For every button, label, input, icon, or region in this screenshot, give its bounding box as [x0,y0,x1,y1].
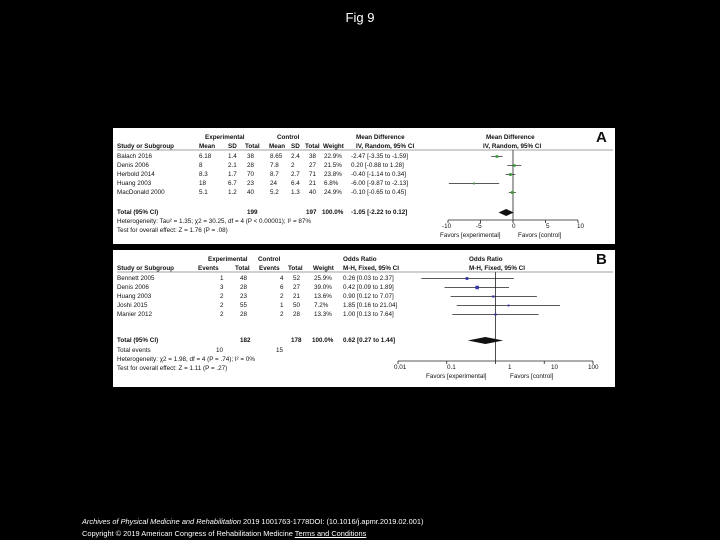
favors-experimental-label: Favors [experimental] [440,232,501,239]
figure-title: Fig 9 [345,10,375,25]
ctrl-sd: 2 [291,162,295,169]
col-header-exp-total: Total [235,265,250,272]
ctrl-total: 40 [309,189,317,196]
point-estimate [492,295,494,297]
ci-text: 0.26 [0.03 to 2.37] [343,275,394,282]
citation-text: 2019 1001763-1778DOI: (10.1016/j.apmr.2019.02.001) [240,517,424,526]
ctrl-total: 28 [293,311,301,318]
ci-text: -0.10 [-0.65 to 0.45] [351,189,406,196]
total-weight: 100.0% [312,337,334,344]
col-header-ctrl-total: Total [288,265,303,272]
forest-plot-panel-b [113,250,615,387]
col-header-ctrl-mean: Mean [269,143,286,150]
exp-events: 2 [220,302,224,309]
axis-tick-label: 10 [551,364,559,371]
weight: 6.8% [324,180,339,187]
ctrl-total: 38 [309,153,317,160]
ctrl-mean: 24 [270,180,278,187]
exp-events: 3 [220,284,224,291]
study-name: Denis 2006 [117,284,149,291]
study-name: Denis 2006 [117,162,149,169]
weight: 21.5% [324,162,342,169]
ctrl-sd: 2.4 [291,153,300,160]
total-ci: 0.62 [0.27 to 1.44] [343,337,396,344]
point-estimate [475,286,478,289]
ci-text: 1.00 [0.13 to 7.64] [343,311,394,318]
axis-tick-label: -5 [476,223,482,230]
ctrl-events: 2 [280,293,284,300]
ctrl-mean: 7.8 [270,162,279,169]
col-header-ci-plot: IV, Random, 95% CI [483,143,542,150]
ci-text: 0.42 [0.09 to 1.89] [343,284,394,291]
heterogeneity-text: Heterogeneity: χ2 = 1.98, df = 4 (P = .74); I² = 0% [117,356,255,363]
exp-total: 23 [247,180,255,187]
col-header-exp-total: Total [245,143,260,150]
study-name: MacDonald 2000 [117,189,165,196]
total-label: Total (95% CI) [117,209,159,216]
exp-sd: 1.2 [228,189,237,196]
group-header-odds-ratio: Odds Ratio [343,256,377,263]
weight: 13.6% [314,293,332,300]
exp-mean: 8.3 [199,171,208,178]
axis-tick-label: 1 [508,364,512,371]
axis-tick-label: 100 [588,364,599,371]
total-events-label: Total events [117,347,151,354]
weight: 24.9% [324,189,342,196]
group-header-control: Control [258,256,281,263]
favors-experimental-label: Favors [experimental] [426,373,487,380]
ctrl-sd: 2.7 [291,171,300,178]
ctrl-events: 1 [280,302,284,309]
total-events-exp: 10 [216,347,224,354]
exp-mean: 18 [199,180,207,187]
weight: 25.9% [314,275,332,282]
exp-total: 23 [240,293,248,300]
col-header-ci: IV, Random, 95% CI [356,143,415,150]
exp-total: 38 [247,153,255,160]
ctrl-mean: 5.2 [270,189,279,196]
total-ctrl: 197 [306,209,317,216]
overall-effect-text: Test for overall effect: Z = 1.11 (P = .27) [117,365,228,372]
point-estimate [511,191,514,194]
ci-text: 1.85 [0.16 to 21.04] [343,302,398,309]
ctrl-events: 6 [280,284,284,291]
point-estimate [494,313,496,315]
forest-plot-panel-a [113,128,615,244]
weight: 39.0% [314,284,332,291]
journal-name: Archives of Physical Medicine and Rehabilitation [82,517,241,526]
weight: 13.3% [314,311,332,318]
panel-letter-a: A [596,129,607,146]
ci-text: 0.20 [-0.88 to 1.28] [351,162,404,169]
total-exp: 182 [240,337,251,344]
exp-sd: 2.1 [228,162,237,169]
weight: 22.9% [324,153,342,160]
ctrl-total: 52 [293,275,301,282]
overall-effect-text: Test for overall effect: Z = 1.76 (P = .08) [117,227,228,234]
col-header-exp-mean: Mean [199,143,216,150]
terms-and-conditions-link[interactable]: Terms and Conditions [294,529,367,538]
total-ci: -1.05 [-2.22 to 0.12] [351,209,408,216]
total-label: Total (95% CI) [117,337,159,344]
copyright-line [82,528,423,540]
group-header-odds-ratio-plot: Odds Ratio [469,256,503,263]
point-estimate [513,164,516,167]
axis-tick-label: 0.1 [447,364,456,371]
col-header-ctrl-total: Total [305,143,320,150]
study-name: Herbold 2014 [117,171,155,178]
ctrl-sd: 1.3 [291,189,300,196]
ctrl-mean: 8.7 [270,171,279,178]
ci-text: -6.00 [-9.87 to -2.13] [351,180,409,187]
point-estimate [473,183,475,185]
forest-plot-b-graphic [113,250,615,387]
exp-sd: 1.7 [228,171,237,178]
exp-total: 55 [240,302,248,309]
citation-line [82,516,423,528]
total-weight: 100.0% [322,209,344,216]
exp-mean: 6.18 [199,153,212,160]
point-estimate [509,173,512,176]
weight: 7.2% [314,302,329,309]
weight: 23.8% [324,171,342,178]
ctrl-total: 21 [293,293,301,300]
col-header-ctrl-events: Events [259,265,280,272]
exp-total: 48 [240,275,248,282]
col-header-exp-events: Events [198,265,219,272]
col-header-ci-plot: M-H, Fixed, 95% CI [469,265,525,272]
col-header-ctrl-sd: SD [291,143,300,150]
ctrl-total: 27 [293,284,301,291]
col-header-weight: Weight [323,143,344,150]
col-header-study: Study or Subgroup [117,265,175,272]
axis-tick-label: 0.01 [394,364,407,371]
exp-events: 1 [220,275,224,282]
axis-tick-label: 0 [512,223,516,230]
ctrl-events: 2 [280,311,284,318]
ctrl-total: 27 [309,162,317,169]
exp-total: 28 [247,162,255,169]
panel-letter-b: B [596,251,607,268]
ctrl-total: 50 [293,302,301,309]
col-header-ci: M-H, Fixed, 95% CI [343,265,399,272]
pooled-estimate-diamond [499,209,514,216]
favors-control-label: Favors [control] [518,232,562,239]
heterogeneity-text: Heterogeneity: Tau² = 1.35; χ2 = 30.25, df = 4 (P < 0.00001); I² = 87% [117,218,312,225]
study-name: Manier 2012 [117,311,153,318]
study-name: Bennett 2005 [117,275,155,282]
footer [82,516,423,540]
exp-total: 28 [240,284,248,291]
ci-text: 0.90 [0.12 to 7.07] [343,293,394,300]
total-exp: 199 [247,209,258,216]
col-header-exp-sd: SD [228,143,237,150]
study-name: Joshi 2015 [117,302,148,309]
copyright-text: Copyright © 2019 American Congress of Rehabilitation Medicine [82,529,295,538]
exp-mean: 5.1 [199,189,208,196]
total-ctrl: 178 [291,337,302,344]
ctrl-mean: 8.65 [270,153,283,160]
group-header-control: Control [277,134,300,141]
col-header-study: Study or Subgroup [117,143,175,150]
favors-control-label: Favors [control] [510,373,554,380]
point-estimate [508,305,510,307]
point-estimate [496,155,499,158]
axis-tick-label: -10 [442,223,452,230]
exp-sd: 1.4 [228,153,237,160]
forest-plot-a-graphic [113,128,615,244]
study-name: Huang 2003 [117,293,152,300]
ctrl-events: 4 [280,275,284,282]
pooled-estimate-diamond [468,337,503,344]
total-events-ctrl: 15 [276,347,284,354]
ctrl-total: 71 [309,171,317,178]
ci-text: -0.40 [-1.14 to 0.34] [351,171,406,178]
exp-total: 70 [247,171,255,178]
exp-mean: 8 [199,162,203,169]
group-header-mean-difference-plot: Mean Difference [486,134,535,141]
ci-text: -2.47 [-3.35 to -1.59] [351,153,409,160]
ctrl-sd: 6.4 [291,180,300,187]
exp-total: 28 [240,311,248,318]
study-name: Balach 2016 [117,153,153,160]
exp-sd: 6.7 [228,180,237,187]
exp-events: 2 [220,311,224,318]
point-estimate [466,277,469,280]
axis-tick-label: 5 [546,223,550,230]
exp-events: 2 [220,293,224,300]
ctrl-total: 21 [309,180,317,187]
group-header-experimental: Experimental [205,134,245,141]
group-header-experimental: Experimental [208,256,248,263]
study-name: Huang 2003 [117,180,152,187]
col-header-weight: Weight [313,265,334,272]
group-header-mean-difference: Mean Difference [356,134,405,141]
exp-total: 40 [247,189,255,196]
axis-tick-label: 10 [577,223,585,230]
